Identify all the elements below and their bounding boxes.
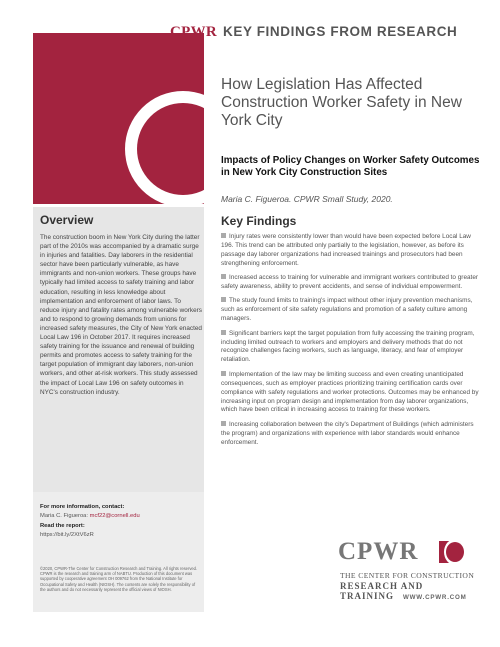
finding-text: Increasing collaboration between the city's Department of Buildings (which administers the program) and organizations with experience with labor standards would enhance enforcement. [221,420,474,446]
overview-text: The construction boom in New York City during the latter part of the 2010s was accompanied by a dramatic surge in injuries and fatalities. Day laborers in the residential sector have been particularly vulnerable, as have immigrants and non-union workers. These groups have typically had limited access to safety training and labor education, resulting in less knowledge about implementation and enforcement of labor laws. To reduce injury and fatality rates among vulnerable workers and to respond to growing demands from unions for increased safety measures, the City of New York enacted Local Law 196 in October 2017. It requires increased safety training for the issuance and renewal of building permits and promotes access to safety training for the target population of immigrant day laborers, non-union workers, and other at-risk workers. This study assessed the impact of Local Law 196 on safety outcomes in NYC's construction industry. [40,234,202,396]
logo-line-1: THE CENTER FOR CONSTRUCTION [340,571,475,580]
finding-item [221,330,483,366]
finding-item [221,274,483,292]
finding-item [221,421,483,448]
contact-line [40,513,140,519]
bullet-icon [221,297,226,302]
header-graphic [33,33,204,204]
author-line: Maria C. Figueroa. CPWR Small Study, 2020. [221,194,393,204]
bullet-icon [221,421,226,426]
header-tag: KEY FINDINGS FROM RESEARCH [223,24,458,39]
bullet-icon [221,330,226,335]
document-title: How Legislation Has Affected Construction Worker Safety in New York City [221,76,462,129]
key-findings-list [221,233,483,453]
brand-name: CPWR [170,24,218,40]
header-brand [170,24,457,41]
overview-heading: Overview [40,213,94,227]
bullet-icon [221,274,226,279]
finding-text: Implementation of the law may be limiting success and even creating unanticipated consequences, such as employer practices prioritizing training certification cards over compliance with safety regulations and worker protections. Outcomes may be enhanced by increasing input on program design and implementation from day laborer organizations, which have been critical in increasing access to training for these workers. [221,370,479,414]
overview-panel [33,207,204,492]
document-subtitle: Impacts of Policy Changes on Worker Safety Outcomes in New York City Construction Sites [221,155,480,178]
bullet-icon [221,233,226,238]
logo-mark-icon [439,541,461,563]
contact-email-link[interactable]: mcf22@cornell.edu [89,513,140,519]
website-link[interactable]: WWW.CPWR.COM [403,594,467,601]
finding-text: Injury rates were consistently lower than would have been expected before Local Law 196. This trend can be attributed only partially to the legislation, however, as before its passage day laborer organizations had increased trainings and prosecutors had been strengthening enforcement. [221,233,471,267]
logo-wordmark: CPWR [338,538,419,565]
finding-item [221,371,483,416]
finding-item [221,233,483,269]
finding-text: Significant barriers kept the target population from fully accessing the training program, including limited outreach to workers and employers and delivery methods that do not recognize challenges facing workers, such as language, literacy, and fear of employer retaliation. [221,329,475,364]
contact-name: Maria C. Figueroa: [40,513,89,519]
contact-label: For more information, contact: [40,504,125,510]
bullet-icon [221,371,226,376]
logo-line-2: RESEARCH AND TRAINING [340,581,424,601]
report-link[interactable]: https://bit.ly/2XtV6zR [40,532,94,538]
report-label: Read the report: [40,523,85,529]
legal-notice: ©2020, CPWR-The Center for Construction Research and Training. All rights reserved. CPWR is the research and training arm of NABTU. Production of this document was supported by cooperative agreement OH 009762 from the National Institute for Occupational Safety and Health (NIOSH). The contents are solely the responsibility of the authors and do not necessarily represent the official views of NIOSH. [40,566,198,592]
contact-panel [33,492,204,612]
finding-text: Increased access to training for vulnerable and immigrant workers contributed to greater safety awareness, ability to prevent accidents, and sense of individual empowerment. [221,274,479,291]
finding-text: The study found limits to training's impact without other injury prevention mechanisms, such as enforcement of site safety regulations and promotion of a safety culture among managers. [221,297,473,323]
key-findings-heading: Key Findings [221,214,297,228]
finding-item [221,297,483,324]
